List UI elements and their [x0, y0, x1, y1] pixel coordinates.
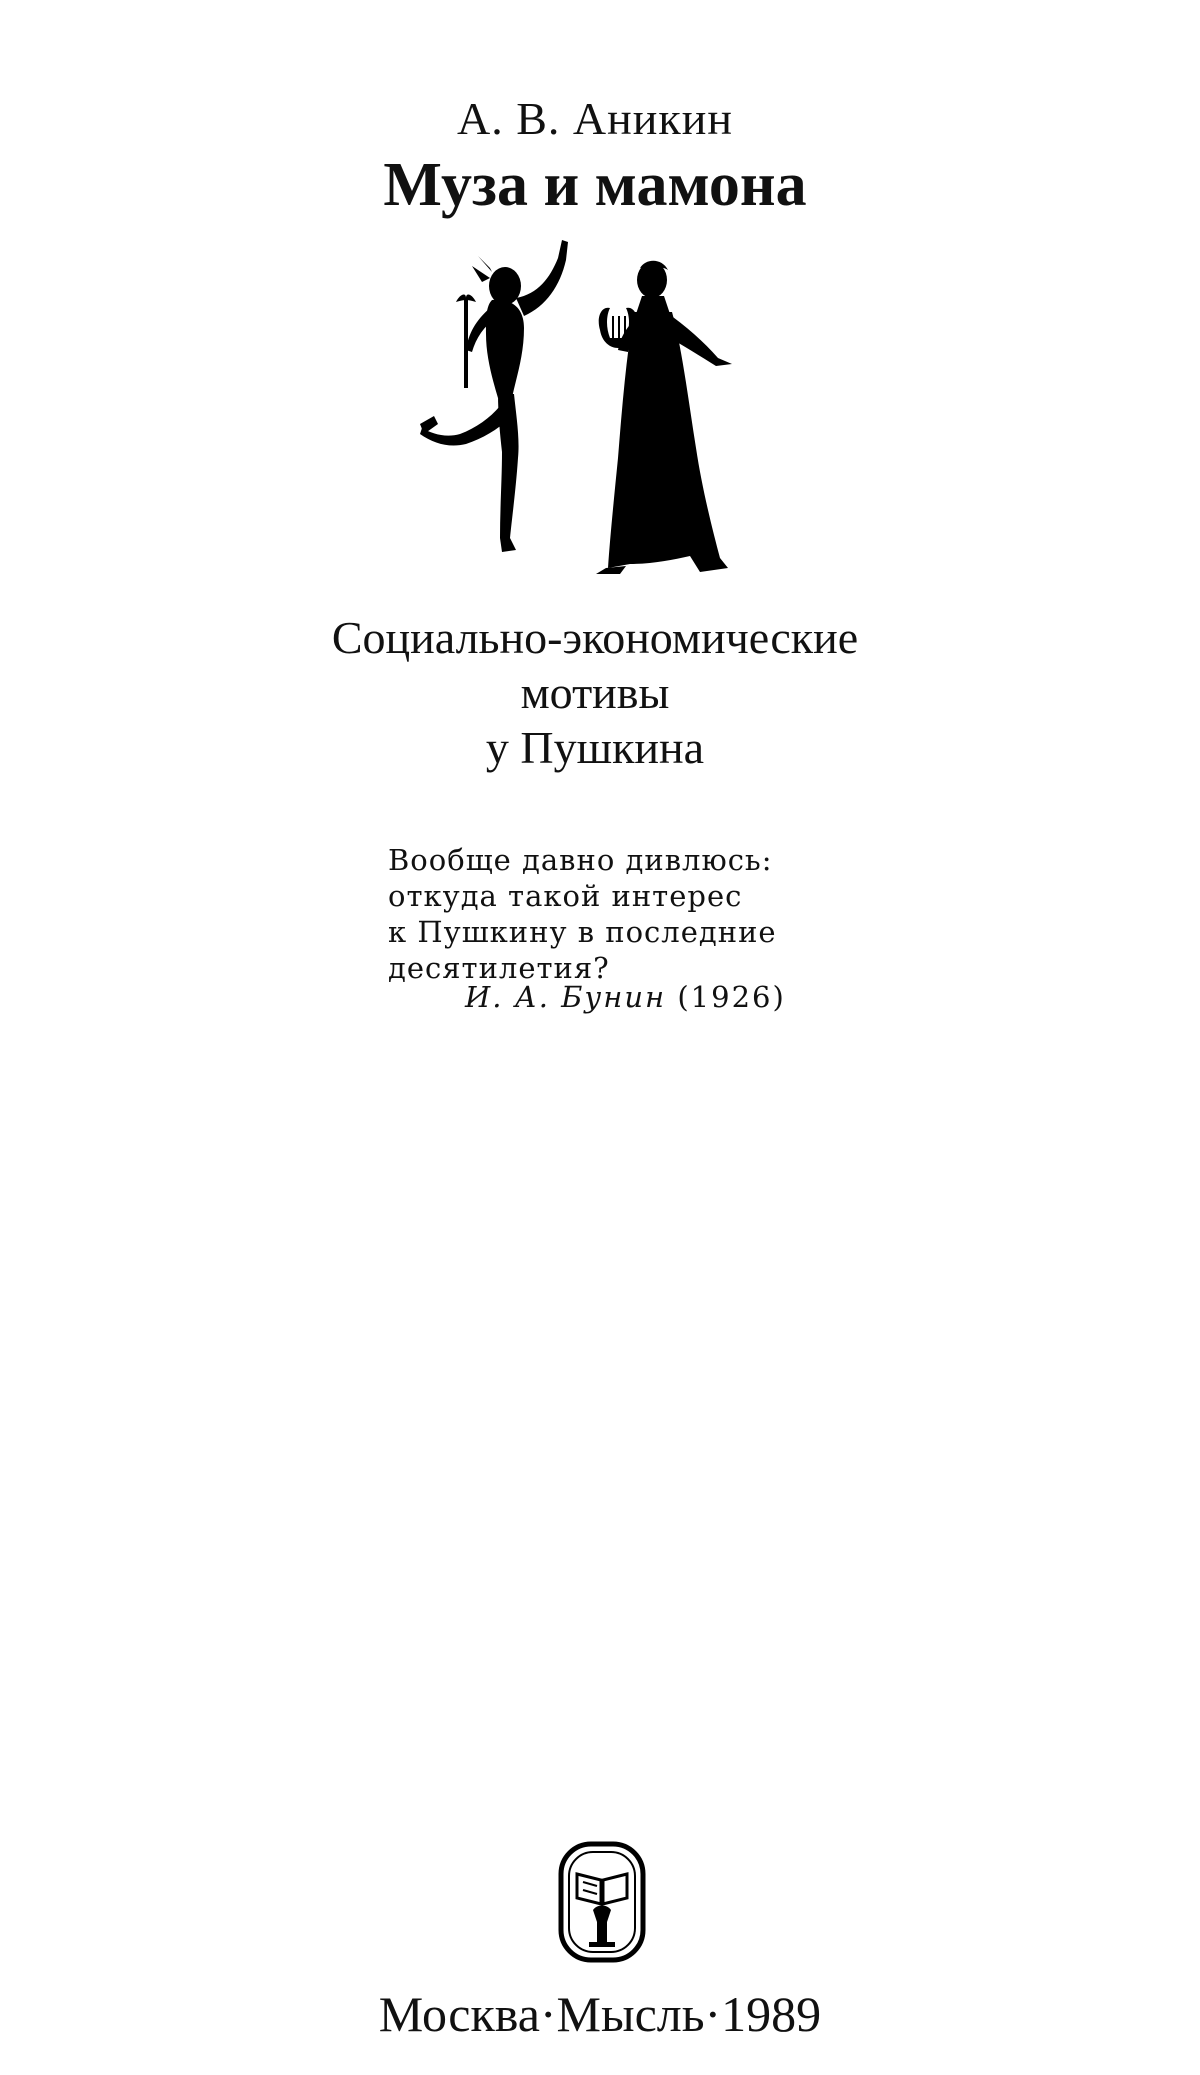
book-author: А. В. Аникин [457, 93, 733, 144]
publisher-logo-icon [557, 1840, 647, 1964]
book-title: Муза и мамона [383, 151, 807, 219]
publisher-imprint: Москва·Мысль·1989 [378, 1986, 822, 2042]
epigraph [388, 842, 848, 986]
epigraph-author: И. А. Бунин [465, 980, 667, 1014]
epigraph-line: Вообще давно дивлюсь: [388, 843, 773, 877]
epigraph-line: к Пушкину в последние [388, 915, 777, 949]
hermes-and-muse-illustration [420, 238, 750, 578]
subtitle-line: Социально-экономические [331, 612, 859, 663]
subtitle-line: у Пушкина [485, 722, 705, 774]
epigraph-year: (1926) [677, 980, 786, 1014]
hermes-figure [420, 240, 568, 552]
book-subtitle [0, 610, 1190, 776]
subtitle-line: мотивы [520, 667, 670, 719]
epigraph-line: откуда такой интерес [388, 879, 743, 913]
muse-figure [596, 261, 732, 574]
epigraph-line: десятилетия? [388, 951, 610, 985]
epigraph-attribution [465, 980, 786, 1014]
